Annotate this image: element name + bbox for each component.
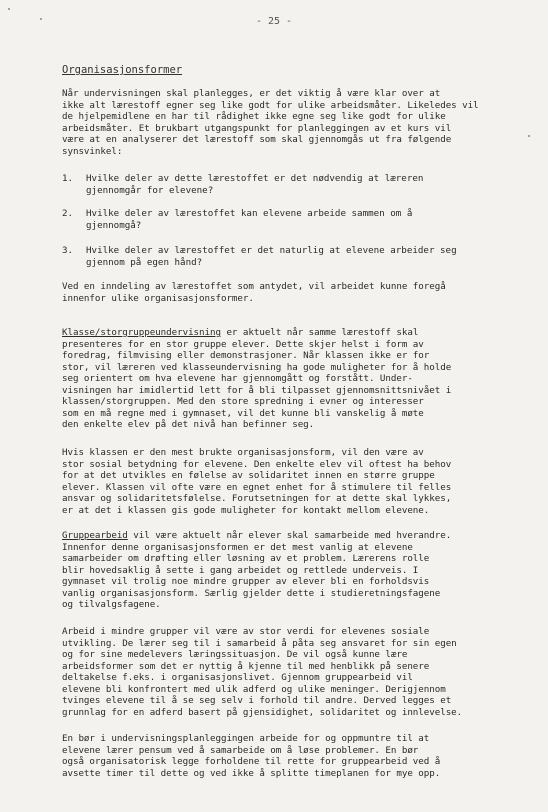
- klasse-paragraph: [62, 327, 502, 431]
- gruppe-body: Innenfor denne organisasjonsformen er det mest vanlig at elevene samarbeider om drøfting eller løsning av et problem. Lærerens rolle blir hovedsaklig å sette i gang arbeidet og rettlede underveis. I gymnaset vil trolig noe mindre grupper av elever bli en forholdsvis vanlig organisasjonsform. Særlig gjelder dette i studieretningsfagene og tilvalgsfagene.: [62, 541, 441, 610]
- klasse-body: presenteres for en stor gruppe elever. Dette skjer helst i form av foredrag, filmvising eller demonstrasjoner. Når klassen ikke er for stor, vil læreren ved klasseundervisning ha gode muligheter for å holde seg orientert om hva elevene har gjennomgått og forstått. Under- visningen har imidlertid lett for å bli tilpasset gjennomsnittsnivået i klassen/storgruppen. Med den store spredning i evner og interesser som en må regne med i gymnaset, vil det kunne bli vanskelig å møte den enkelte elev på det nivå han befinner seg.: [62, 338, 452, 430]
- intro-paragraph: Når undervisningen skal planlegges, er det viktig å være klar over at ikke alt lærestoff egner seg like godt for ulike arbeidsmåter. Likeledes vil de hjelpemidlene en har til rådighet ikke egne seg like godt for ulike arbeidsmåter. Et brukbart utgangspunkt for planleggingen av et kurs vil være at en analyserer det lærestoff som skal gjennomgås ut fra følgende synsvinkel:: [62, 88, 479, 157]
- list-item-number: 1.: [62, 173, 74, 184]
- page-number: - 25 -: [255, 16, 293, 27]
- klasse-term: Klasse/storgruppeundervisning: [62, 327, 221, 338]
- klasse-first-line: er aktuelt når samme lærestoff skal: [220, 327, 419, 338]
- list-item-text: Hvilke deler av lærestoffet kan elevene arbeide sammen om å gjennomgå?: [86, 208, 413, 231]
- hvis-paragraph: Hvis klassen er den mest brukte organisasjonsform, vil den være av stor sosial betydning for elevene. Den enkelte elev vil oftest ha behov for at det utvikles en følelse av solidaritet innen en større gruppe elever. Klassen vil ofte være en egnet enhet for å stimulere til felles ansvar og solidaritetsfølelse. Forutsetningen for at dette skal lykkes, er at det i klassen gis gode muligheter for kontakt mellom elevene.: [62, 447, 452, 516]
- list-item-number: 3.: [62, 245, 74, 256]
- list-item-text: Hvilke deler av dette lærestoffet er det nødvendig at læreren gjennomgår for elevene?: [86, 173, 424, 196]
- scan-speck: [40, 18, 42, 20]
- scan-speck: [528, 135, 530, 137]
- scan-speck: [8, 8, 10, 10]
- after-list-paragraph: Ved en inndeling av lærestoffet som antydet, vil arbeidet kunne foregå innenfor ulike organisasjonsformer.: [62, 281, 446, 304]
- gruppe-term: Gruppearbeid: [62, 530, 128, 541]
- arbeid-paragraph: Arbeid i mindre grupper vil være av stor verdi for elevenes sosiale utvikling. De lærer seg til i samarbeid å påta seg ansvaret for sin egen og for sine medelevers læringssituasjon. De vil også kunne lære arbeidsformer som det er nyttig å kjenne til med henblikk på senere deltakelse f.eks. i organisasjonslivet. Gjennom gruppearbeid vil elevene bli konfrontert med ulik adferd og ulike meninger. Derigjennom tvinges elevene til å se seg selv i forhold til andre. Derved legges et grunnlag for en adferd basert på gjensidighet, solidaritet og innlevelse.: [62, 626, 463, 718]
- section-heading: Organisasjonsformer: [62, 64, 183, 76]
- gruppe-paragraph: [62, 530, 502, 611]
- list-item-text: Hvilke deler av lærestoffet er det naturlig at elevene arbeider seg gjennom på egen hånd?: [86, 245, 457, 268]
- closing-paragraph: En bør i undervisningsplanleggingen arbeide for og oppmuntre til at elevene lærer pensum ved å samarbeide om å løse problemer. En bør også organisatorisk legge forholdene til rette for gruppearbeid ved å avsette timer til dette og ved ikke å splitte timeplanen for mye opp.: [62, 733, 441, 779]
- gruppe-first-line: vil være aktuelt når elever skal samarbeide med hverandre.: [127, 530, 452, 541]
- list-item-number: 2.: [62, 208, 74, 219]
